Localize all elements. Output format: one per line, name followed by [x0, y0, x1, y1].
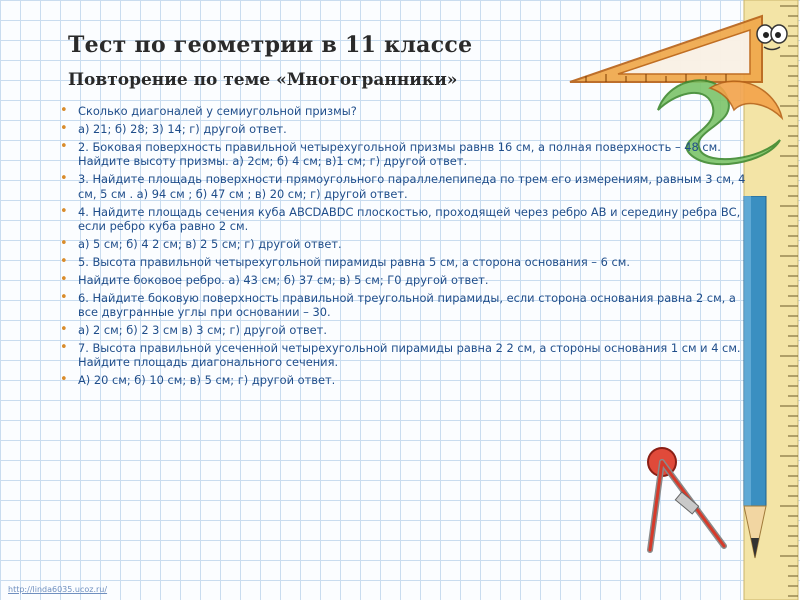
- list-item: • 5. Высота правильной четырехугольной пирамиды равна 5 см, а сторона основания – 6 см.: [58, 255, 748, 270]
- list-item: • 4. Найдите площадь сечения куба ABCDABDC плоскостью, проходящей через ребро АВ и середину ребра ВС, если ребро куба равно 2 см.: [58, 205, 748, 234]
- compass-icon: [628, 440, 736, 558]
- question-list: [58, 104, 748, 391]
- list-item: • а) 21; б) 28; 3) 14; г) другой ответ.: [58, 122, 748, 137]
- smiley-face-icon: [754, 22, 788, 52]
- list-item: • а) 2 см; б) 2 3 см в) 3 см; г) другой ответ.: [58, 323, 748, 338]
- page-title: Тест по геометрии в 11 классе: [68, 32, 473, 58]
- list-item: • 3. Найдите площадь поверхности прямоугольного параллелепипеда по трем его измерениям, равным 3 см, 4 см, 5 см . а) 94 см ; б) 47 см ; в) 20 см; г) другой ответ.: [58, 172, 748, 201]
- list-item: • 2. Боковая поверхность правильной четырехугольной призмы равнв 16 см, а полная поверхность – 48 см. Найдите высоту призмы. а) 2см; б) 4 см; в)1 см; г) другой ответ.: [58, 140, 748, 169]
- list-item: • 7. Высота правильной усеченной четырехугольной пирамиды равна 2 2 см, а стороны основания 1 см и 4 см. Найдите площадь диагонального сечения.: [58, 341, 748, 370]
- list-item: • 6. Найдите боковую поверхность правильной треугольной пирамиды, если сторона основания равна 2 см, а все двугранные углы при основании – 30.: [58, 291, 748, 320]
- list-item: • а) 5 см; б) 4 2 см; в) 2 5 см; г) другой ответ.: [58, 237, 748, 252]
- list-item: • Сколько диагоналей у семиугольной призмы?: [58, 104, 748, 119]
- list-item: • Найдите боковое ребро. а) 43 см; б) 37 см; в) 5 см; Г0 другой ответ.: [58, 273, 748, 288]
- page-subtitle: Повторение по теме «Многогранники»: [68, 70, 458, 90]
- footer-link[interactable]: http://linda6035.ucoz.ru/: [8, 585, 108, 594]
- list-item: • А) 20 см; б) 10 см; в) 5 см; г) другой ответ.: [58, 373, 748, 388]
